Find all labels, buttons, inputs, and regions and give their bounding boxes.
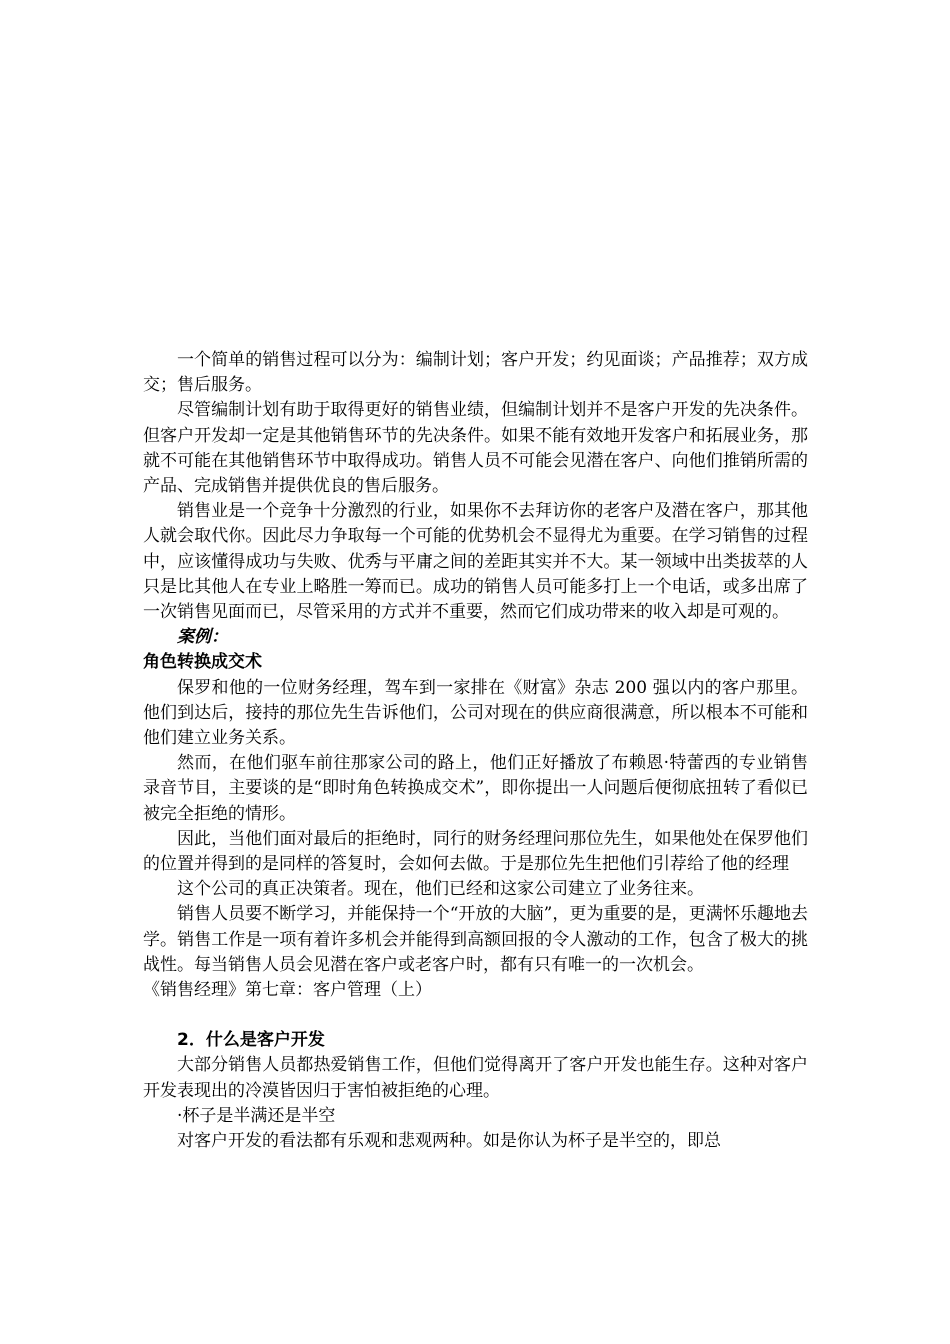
section-title: 2．什么是客户开发 [177, 1030, 325, 1051]
paragraph-decision-maker: 这个公司的真正决策者。现在，他们已经和这家公司建立了业务往来。 [177, 879, 704, 900]
paragraph-competition: 销售业是一个竞争十分激烈的行业，如果你不去拜访你的老客户及潜在客户，那其他人就会取代你。因此尽力争取每一个可能的优势机会不显得尤为重要。在学习销售的过程中，应该懂得成功与失败、优秀与平庸之间的差距其实并不大。某一领域中出类拔萃的人只是比其他人在专业上略胜一筹而已。成功的销售人员可能多打上一个电话，或多出席了一次销售见面而已，尽管采用的方式并不重要，然而它们成功带来的收入却是可观的。 [143, 501, 808, 623]
case-title: 角色转换成交术 [143, 652, 262, 673]
paragraph-optimism: 对客户开发的看法都有乐观和悲观两种。如是你认为杯子是半空的，即总 [177, 1131, 721, 1152]
paragraph-planning: 尽管编制计划有助于取得更好的销售业绩，但编制计划并不是客户开发的先决条件。但客户开发却一定是其他销售环节的先决条件。如果不能有效地开发客户和拓展业务，那就不可能在其他销售环节中取得成功。销售人员不可能会见潜在客户、向他们推销所需的产品、完成销售并提供优良的售后服务。 [143, 400, 808, 497]
paragraph-sales-process: 一个简单的销售过程可以分为：编制计划；客户开发；约见面谈；产品推荐；双方成交；售后服务。 [143, 350, 808, 396]
paragraph-role-reversal: 然而，在他们驱车前往那家公司的路上，他们正好播放了布赖恩·特蕾西的专业销售录音节目，主要谈的是“即时角色转换成交术”，即你提出一人问题后便彻底扭转了看似已被完全拒绝的情形。 [143, 753, 808, 824]
document-body [143, 348, 808, 1154]
case-label: 案例： [177, 627, 228, 648]
bullet-cup: ·杯子是半满还是半空 [177, 1105, 336, 1126]
chapter-line: 《销售经理》第七章：客户管理（上） [143, 980, 432, 1001]
paragraph-prospecting: 大部分销售人员都热爱销售工作，但他们觉得离开了客户开发也能生存。这种对客户开发表现出的冷漠皆因归于害怕被拒绝的心理。 [143, 1055, 808, 1101]
paragraph-final-rejection: 因此，当他们面对最后的拒绝时，同行的财务经理问那位先生，如果他处在保罗他们的位置并得到的是同样的答复时，会如何去做。于是那位先生把他们引荐给了他的经理 [143, 828, 808, 875]
paragraph-keep-learning: 销售人员要不断学习，并能保持一个“开放的大脑”，更为重要的是，更满怀乐趣地去学。销售工作是一项有着许多机会并能得到高额回报的令人激动的工作，包含了极大的挑战性。每当销售人员会见潜在客户或老客户时，都有只有唯一的一次机会。 [143, 904, 808, 975]
blank-line [143, 1003, 808, 1028]
paragraph-paul: 保罗和他的一位财务经理，驾车到一家排在《财富》杂志 200 强以内的客户那里。他们到达后，接持的那位先生告诉他们，公司对现在的供应商很满意，所以根本不可能和他们建立业务关系。 [143, 677, 808, 749]
